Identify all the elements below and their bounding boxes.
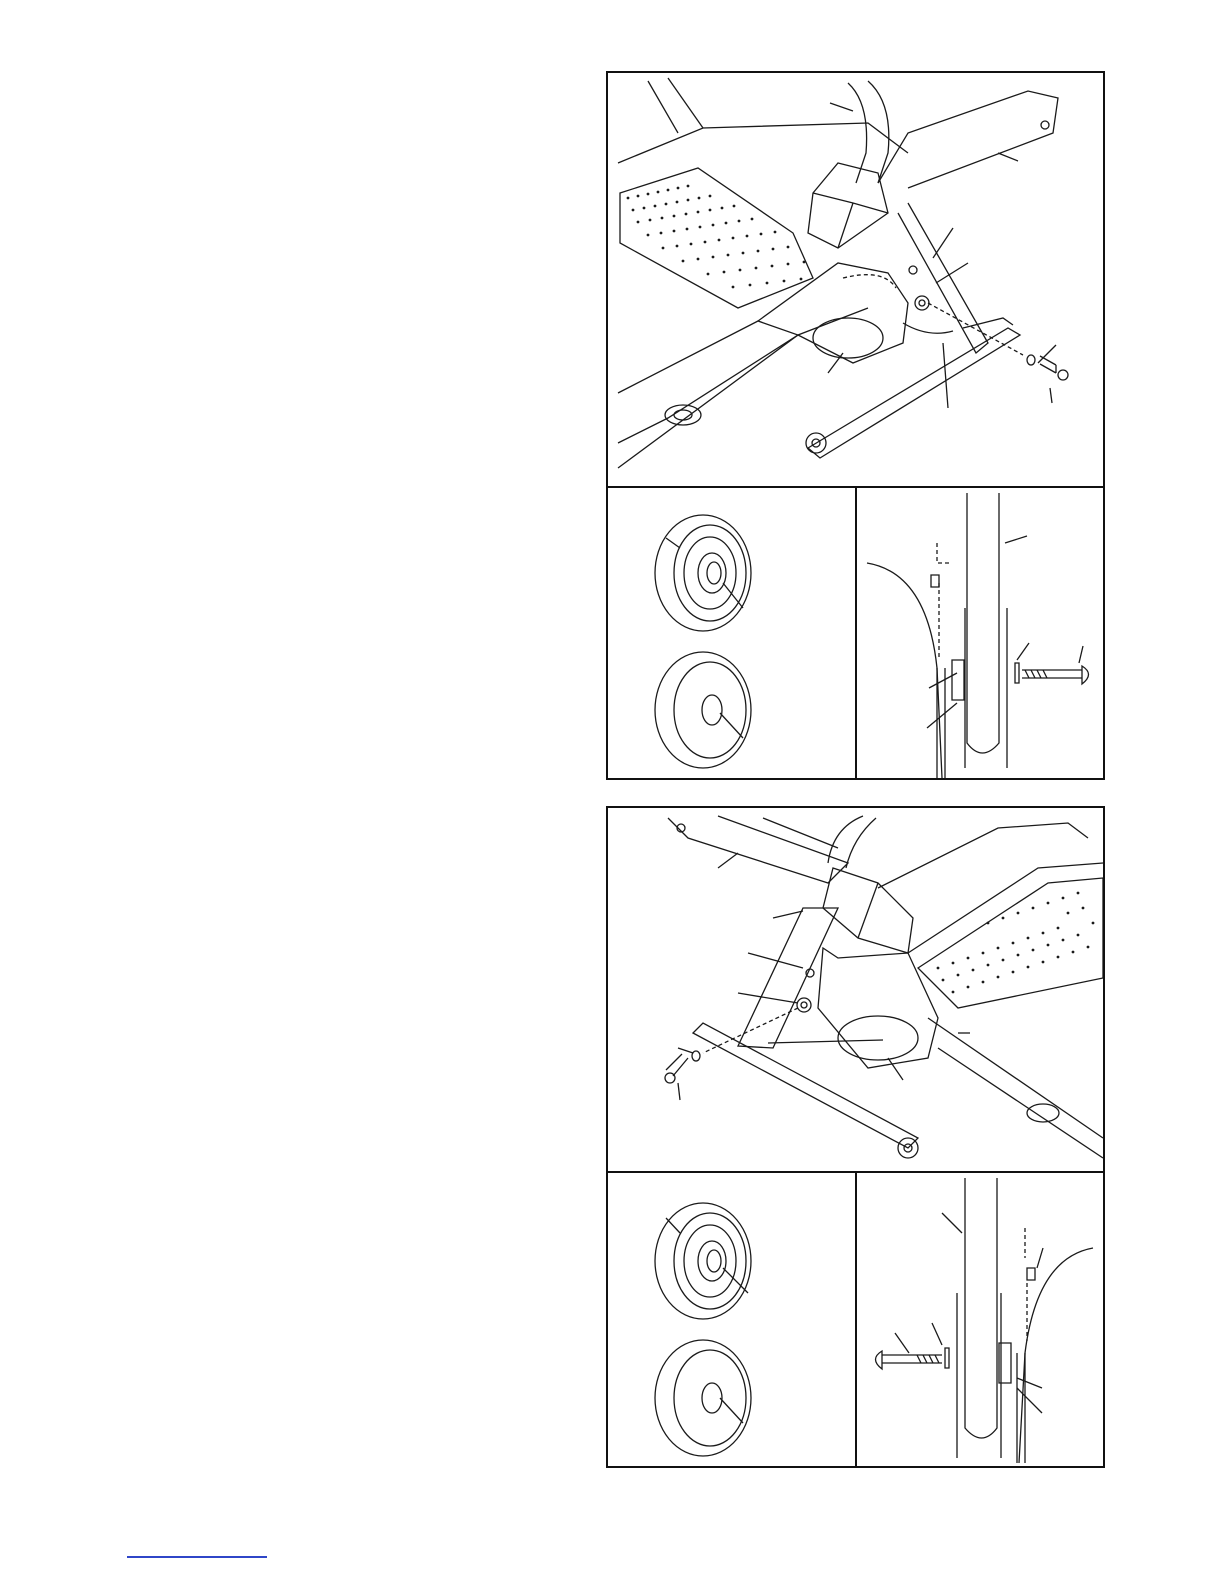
wheel-icon	[655, 1340, 751, 1456]
platform-perforations	[627, 185, 806, 289]
support-tube	[738, 908, 838, 1048]
stabilizer-bar	[808, 328, 1020, 458]
washer-icon	[692, 1051, 700, 1061]
upper-section-inset-panel	[855, 486, 1105, 780]
upper-main-view-panel	[606, 71, 1105, 488]
nut-icon	[1027, 1268, 1035, 1280]
wheel-icon	[655, 652, 751, 768]
upper-wheel-drawing	[608, 488, 855, 778]
lower-wheel-drawing	[608, 1173, 855, 1466]
platform-perforations	[937, 892, 1095, 994]
lower-section-drawing	[857, 1173, 1103, 1466]
pedal-arm	[938, 1048, 1103, 1158]
wheel-icon	[797, 998, 811, 1012]
nut-icon	[909, 266, 917, 274]
lower-main-view-panel	[606, 806, 1105, 1173]
washer-icon	[945, 1348, 949, 1368]
wheel-icon	[655, 515, 751, 631]
upright-tube	[967, 493, 999, 753]
upper-wheel-inset-panel	[606, 486, 857, 780]
step-platform	[620, 168, 813, 308]
washer-icon	[1015, 663, 1019, 683]
crossbar	[878, 91, 1058, 188]
step-platform	[918, 878, 1103, 1008]
upper-section-drawing	[857, 488, 1103, 778]
footer-link-underline[interactable]	[127, 1556, 267, 1558]
upright-tube	[965, 1178, 997, 1438]
handlebar-upright	[868, 81, 889, 183]
lower-wheel-inset-panel	[606, 1171, 857, 1468]
upper-main-drawing	[608, 73, 1103, 486]
nut-icon	[931, 575, 939, 587]
washer-icon	[1027, 355, 1035, 365]
lower-section-inset-panel	[855, 1171, 1105, 1468]
wheel-icon	[915, 296, 929, 310]
crossbar	[668, 816, 848, 883]
lower-main-drawing	[608, 808, 1103, 1171]
clamp-block	[808, 163, 888, 248]
pedal-arm	[618, 321, 798, 443]
wheel-icon	[655, 1203, 751, 1319]
